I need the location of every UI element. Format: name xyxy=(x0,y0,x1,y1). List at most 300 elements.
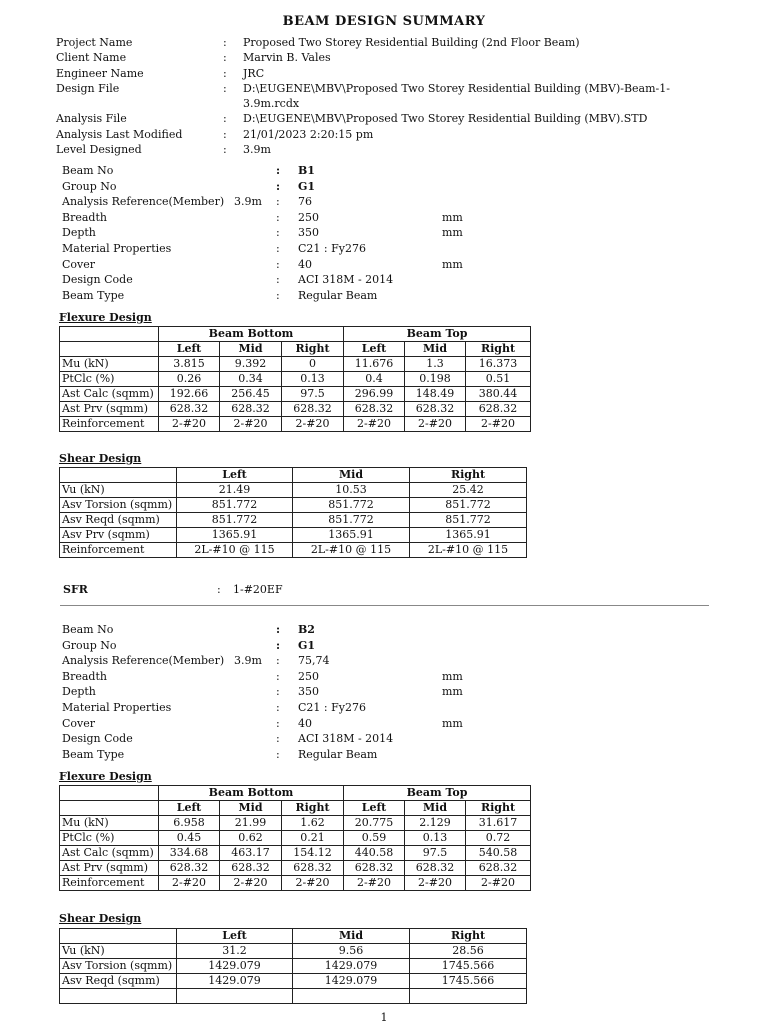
table-cell: 2-#20 xyxy=(405,876,466,891)
column-header: Left xyxy=(344,342,405,357)
header-label: Analysis Last Modified xyxy=(56,127,183,141)
beam-property-row xyxy=(62,716,463,732)
header-row xyxy=(56,50,716,65)
header-colon: : xyxy=(223,112,227,126)
table-cell: 851.772 xyxy=(177,498,293,513)
property-colon: : xyxy=(276,669,280,683)
beam-1-properties xyxy=(62,163,463,303)
property-label: Material Properties xyxy=(62,700,172,714)
row-label: Asv Torsion (sqmm) xyxy=(60,498,177,513)
table-cell: 628.32 xyxy=(405,402,466,417)
table-cell: 1365.91 xyxy=(177,528,293,543)
property-unit: mm xyxy=(442,685,463,699)
property-unit: mm xyxy=(442,257,463,271)
corner-cell xyxy=(60,342,159,357)
property-label: Material Properties xyxy=(62,241,172,255)
row-label: Reinforcement xyxy=(60,543,177,558)
beam-1-flexure-title: Flexure Design xyxy=(59,311,152,324)
column-header: Right xyxy=(466,801,531,816)
property-colon: : xyxy=(276,195,280,209)
property-label: Beam Type xyxy=(62,747,125,761)
flexure-column-header xyxy=(60,801,531,816)
table-cell: 0.4 xyxy=(344,372,405,387)
table-cell: 0.51 xyxy=(466,372,531,387)
property-colon: : xyxy=(276,226,280,240)
row-label: Ast Prv (sqmm) xyxy=(60,861,159,876)
header-label: Client Name xyxy=(56,51,127,65)
property-level xyxy=(234,288,276,304)
property-level xyxy=(234,684,276,700)
row-label: Mu (kN) xyxy=(60,816,159,831)
table-cell: 97.5 xyxy=(405,846,466,861)
table-cell: 0.72 xyxy=(466,831,531,846)
property-value: B2 xyxy=(298,623,315,636)
property-colon: : xyxy=(276,210,280,224)
table-cell: 0.21 xyxy=(282,831,344,846)
property-label: Group No xyxy=(62,638,117,652)
page-number: 1 xyxy=(380,1011,388,1024)
table-cell: 628.32 xyxy=(159,402,220,417)
flexure-group-header xyxy=(60,327,531,342)
property-colon: : xyxy=(276,164,281,177)
table-cell: 0.198 xyxy=(405,372,466,387)
header-row xyxy=(56,81,716,112)
property-colon: : xyxy=(276,638,281,652)
table-cell: 851.772 xyxy=(177,513,293,528)
table-cell: 25.42 xyxy=(410,483,527,498)
header-row xyxy=(56,127,716,142)
table-cell: 540.58 xyxy=(466,846,531,861)
row-label: Reinforcement xyxy=(60,417,159,432)
column-header: Mid xyxy=(405,342,466,357)
column-header: Mid xyxy=(220,801,282,816)
table-cell xyxy=(293,989,410,1004)
sfr-row xyxy=(63,583,283,596)
table-cell xyxy=(177,989,293,1004)
property-level: 3.9m xyxy=(234,654,262,668)
group-header: Beam Bottom xyxy=(159,327,344,342)
table-cell: 31.617 xyxy=(466,816,531,831)
beam-property-row xyxy=(62,653,463,669)
row-label: PtClc (%) xyxy=(60,372,159,387)
corner-cell xyxy=(60,801,159,816)
header-colon: : xyxy=(223,36,227,49)
table-row xyxy=(60,387,531,402)
property-level xyxy=(234,210,276,226)
table-cell: 1.3 xyxy=(405,357,466,372)
table-row xyxy=(60,372,531,387)
column-header: Right xyxy=(410,468,527,483)
header-label: Level Designed xyxy=(56,143,142,157)
table-cell: 1429.079 xyxy=(293,959,410,974)
property-value: ACI 318M - 2014 xyxy=(298,732,394,746)
table-cell: 1429.079 xyxy=(293,974,410,989)
property-value: 40 xyxy=(298,716,312,730)
corner-cell xyxy=(60,786,159,801)
table-cell: 2-#20 xyxy=(282,876,344,891)
property-level: 3.9m xyxy=(234,195,262,209)
beam-property-row xyxy=(62,288,463,304)
table-cell: 9.56 xyxy=(293,944,410,959)
beam-1-shear-table xyxy=(59,467,527,558)
row-label: Ast Prv (sqmm) xyxy=(60,402,159,417)
table-cell: 1365.91 xyxy=(293,528,410,543)
row-label: PtClc (%) xyxy=(60,831,159,846)
column-header: Left xyxy=(159,801,220,816)
column-header: Right xyxy=(466,342,531,357)
header-colon: : xyxy=(223,81,227,95)
row-label: Mu (kN) xyxy=(60,357,159,372)
property-label: Analysis Reference(Member) xyxy=(62,195,225,209)
header-value: D:\EUGENE\MBV\Proposed Two Storey Residential Building (MBV).STD xyxy=(243,112,648,126)
header-row xyxy=(56,66,716,81)
section-divider xyxy=(60,605,709,606)
table-cell: 628.32 xyxy=(220,861,282,876)
property-value: 350 xyxy=(298,685,319,699)
property-colon: : xyxy=(276,716,280,730)
property-colon: : xyxy=(276,288,280,302)
table-cell: 1429.079 xyxy=(177,959,293,974)
header-value: Marvin B. Vales xyxy=(243,51,331,65)
property-label: Cover xyxy=(62,716,96,730)
table-cell: 851.772 xyxy=(293,498,410,513)
table-cell: 11.676 xyxy=(344,357,405,372)
table-cell: 1745.566 xyxy=(410,959,527,974)
row-label: Vu (kN) xyxy=(60,483,177,498)
table-cell: 2-#20 xyxy=(282,417,344,432)
column-header: Mid xyxy=(293,468,410,483)
property-label: Breadth xyxy=(62,210,107,224)
header-value: D:\EUGENE\MBV\Proposed Two Storey Residential Building (MBV)-Beam-1-3.9m.rcdx xyxy=(243,81,670,111)
table-cell: 0.59 xyxy=(344,831,405,846)
group-header: Beam Top xyxy=(344,786,531,801)
beam-property-row xyxy=(62,210,463,226)
beam-property-row xyxy=(62,163,463,179)
header-value: JRC xyxy=(243,66,265,80)
group-header: Beam Bottom xyxy=(159,786,344,801)
table-row xyxy=(60,528,527,543)
beam-2-properties xyxy=(62,622,463,762)
property-value: Regular Beam xyxy=(298,747,378,761)
table-row xyxy=(60,831,531,846)
table-row xyxy=(60,816,531,831)
table-row xyxy=(60,402,531,417)
header-value: Proposed Two Storey Residential Building (2nd Floor Beam) xyxy=(243,36,580,49)
column-header: Right xyxy=(282,801,344,816)
property-level xyxy=(234,257,276,273)
column-header: Left xyxy=(177,929,293,944)
flexure-group-header xyxy=(60,786,531,801)
property-colon: : xyxy=(276,685,280,699)
property-label: Design Code xyxy=(62,732,133,746)
row-label: Asv Reqd (sqmm) xyxy=(60,513,177,528)
property-label: Depth xyxy=(62,685,96,699)
property-level xyxy=(234,225,276,241)
table-cell: 2-#20 xyxy=(466,417,531,432)
property-value: B1 xyxy=(298,164,315,177)
beam-2-shear-table xyxy=(59,928,527,1004)
column-header: Left xyxy=(159,342,220,357)
flexure-column-header xyxy=(60,342,531,357)
property-label: Depth xyxy=(62,226,96,240)
property-colon: : xyxy=(276,700,280,714)
property-value: 76 xyxy=(298,195,312,209)
table-cell: 380.44 xyxy=(466,387,531,402)
property-value: C21 : Fy276 xyxy=(298,241,366,255)
header-colon: : xyxy=(223,66,227,80)
property-value: G1 xyxy=(298,638,316,652)
table-cell: 628.32 xyxy=(220,402,282,417)
property-value: C21 : Fy276 xyxy=(298,700,366,714)
header-row xyxy=(56,35,716,50)
property-level xyxy=(234,163,276,179)
property-level xyxy=(234,700,276,716)
table-cell: 628.32 xyxy=(282,861,344,876)
table-cell: 2-#20 xyxy=(344,876,405,891)
property-level xyxy=(234,747,276,763)
table-cell: 2-#20 xyxy=(159,417,220,432)
table-cell: 2-#20 xyxy=(466,876,531,891)
header-value: 21/01/2023 2:20:15 pm xyxy=(243,127,374,141)
table-cell: 628.32 xyxy=(466,861,531,876)
table-cell: 2L-#10 @ 115 xyxy=(410,543,527,558)
row-label: Ast Calc (sqmm) xyxy=(60,846,159,861)
shear-column-header xyxy=(60,929,527,944)
row-label xyxy=(60,989,177,1004)
table-cell: 2-#20 xyxy=(344,417,405,432)
project-header xyxy=(56,35,716,157)
beam-property-row xyxy=(62,194,463,210)
property-level xyxy=(234,241,276,257)
table-cell: 9.392 xyxy=(220,357,282,372)
property-label: Design Code xyxy=(62,273,133,287)
table-row xyxy=(60,959,527,974)
table-cell: 1745.566 xyxy=(410,974,527,989)
table-cell: 628.32 xyxy=(344,402,405,417)
table-cell: 1365.91 xyxy=(410,528,527,543)
property-label: Beam No xyxy=(62,164,114,177)
table-cell: 851.772 xyxy=(410,498,527,513)
property-label: Group No xyxy=(62,179,117,193)
beam-property-row xyxy=(62,272,463,288)
table-row xyxy=(60,483,527,498)
beam-property-row xyxy=(62,225,463,241)
table-cell: 1429.079 xyxy=(177,974,293,989)
property-value: Regular Beam xyxy=(298,288,378,302)
property-level xyxy=(234,731,276,747)
property-colon: : xyxy=(276,623,281,636)
property-value: 350 xyxy=(298,226,319,240)
row-label: Reinforcement xyxy=(60,876,159,891)
property-colon: : xyxy=(276,654,280,668)
beam-property-row xyxy=(62,638,463,654)
table-cell: 2-#20 xyxy=(220,876,282,891)
table-cell: 851.772 xyxy=(410,513,527,528)
property-label: Beam Type xyxy=(62,288,125,302)
beam-2-flexure-table xyxy=(59,785,531,891)
beam-property-row xyxy=(62,622,463,638)
beam-1-flexure-table xyxy=(59,326,531,432)
table-cell: 97.5 xyxy=(282,387,344,402)
shear-column-header xyxy=(60,468,527,483)
table-row xyxy=(60,846,531,861)
document-title: BEAM DESIGN SUMMARY xyxy=(282,14,486,29)
property-level xyxy=(234,179,276,195)
property-value: 250 xyxy=(298,210,319,224)
table-cell: 2.129 xyxy=(405,816,466,831)
beam-property-row xyxy=(62,747,463,763)
column-header: Mid xyxy=(405,801,466,816)
beam-property-row xyxy=(62,731,463,747)
table-cell: 0.13 xyxy=(405,831,466,846)
table-cell: 628.32 xyxy=(282,402,344,417)
beam-property-row xyxy=(62,241,463,257)
table-cell: 154.12 xyxy=(282,846,344,861)
table-cell: 628.32 xyxy=(159,861,220,876)
beam-1-shear-title: Shear Design xyxy=(59,452,142,465)
table-cell: 192.66 xyxy=(159,387,220,402)
table-cell: 0.26 xyxy=(159,372,220,387)
column-header: Left xyxy=(177,468,293,483)
table-cell: 3.815 xyxy=(159,357,220,372)
table-cell: 21.99 xyxy=(220,816,282,831)
header-colon: : xyxy=(223,127,227,141)
table-row xyxy=(60,989,527,1004)
beam-property-row xyxy=(62,257,463,273)
table-cell: 148.49 xyxy=(405,387,466,402)
property-unit: mm xyxy=(442,210,463,224)
row-label: Asv Torsion (sqmm) xyxy=(60,959,177,974)
row-label: Asv Reqd (sqmm) xyxy=(60,974,177,989)
corner-cell xyxy=(60,468,177,483)
property-label: Breadth xyxy=(62,669,107,683)
table-cell: 31.2 xyxy=(177,944,293,959)
header-label: Analysis File xyxy=(56,112,127,126)
property-unit: mm xyxy=(442,669,463,683)
column-header: Right xyxy=(410,929,527,944)
table-cell: 2-#20 xyxy=(405,417,466,432)
table-cell: 0.34 xyxy=(220,372,282,387)
row-label: Ast Calc (sqmm) xyxy=(60,387,159,402)
beam-property-row xyxy=(62,669,463,685)
table-cell: 628.32 xyxy=(466,402,531,417)
corner-cell xyxy=(60,929,177,944)
header-colon: : xyxy=(223,51,227,65)
property-value: 75,74 xyxy=(298,654,330,668)
table-cell: 0 xyxy=(282,357,344,372)
property-label: Beam No xyxy=(62,623,114,636)
column-header: Left xyxy=(344,801,405,816)
table-row xyxy=(60,417,531,432)
table-cell: 628.32 xyxy=(344,861,405,876)
table-cell: 463.17 xyxy=(220,846,282,861)
table-cell: 2-#20 xyxy=(220,417,282,432)
beam-property-row xyxy=(62,700,463,716)
property-level xyxy=(234,622,276,638)
table-cell: 334.68 xyxy=(159,846,220,861)
property-colon: : xyxy=(276,747,280,761)
property-colon: : xyxy=(276,241,280,255)
property-value: 250 xyxy=(298,669,319,683)
property-value: ACI 318M - 2014 xyxy=(298,273,394,287)
property-label: Analysis Reference(Member) xyxy=(62,654,225,668)
table-row xyxy=(60,357,531,372)
table-row xyxy=(60,944,527,959)
table-cell: 21.49 xyxy=(177,483,293,498)
table-cell: 628.32 xyxy=(405,861,466,876)
property-level xyxy=(234,638,276,654)
beam-2-shear-title: Shear Design xyxy=(59,912,142,925)
table-cell: 2-#20 xyxy=(159,876,220,891)
header-colon: : xyxy=(223,143,227,157)
table-cell: 0.45 xyxy=(159,831,220,846)
property-label: Cover xyxy=(62,257,96,271)
table-cell: 1.62 xyxy=(282,816,344,831)
beam-property-row xyxy=(62,179,463,195)
header-value: 3.9m xyxy=(243,143,271,157)
table-cell: 20.775 xyxy=(344,816,405,831)
table-cell: 10.53 xyxy=(293,483,410,498)
header-label: Design File xyxy=(56,81,120,95)
header-label: Project Name xyxy=(56,36,133,49)
table-cell: 6.958 xyxy=(159,816,220,831)
table-cell xyxy=(410,989,527,1004)
table-row xyxy=(60,498,527,513)
beam-property-row xyxy=(62,684,463,700)
table-row xyxy=(60,861,531,876)
property-colon: : xyxy=(276,257,280,271)
property-value: 40 xyxy=(298,257,312,271)
row-label: Asv Prv (sqmm) xyxy=(60,528,177,543)
table-cell: 296.99 xyxy=(344,387,405,402)
sfr-value: 1-#20EF xyxy=(233,583,283,596)
sfr-label: SFR xyxy=(63,583,88,596)
table-row xyxy=(60,974,527,989)
property-level xyxy=(234,669,276,685)
table-cell: 16.373 xyxy=(466,357,531,372)
table-cell: 440.58 xyxy=(344,846,405,861)
group-header: Beam Top xyxy=(344,327,531,342)
column-header: Right xyxy=(282,342,344,357)
property-unit: mm xyxy=(442,716,463,730)
beam-2-flexure-title: Flexure Design xyxy=(59,770,152,783)
header-row xyxy=(56,142,716,157)
table-cell: 28.56 xyxy=(410,944,527,959)
property-colon: : xyxy=(276,732,280,746)
sfr-colon: : xyxy=(217,583,221,596)
table-cell: 256.45 xyxy=(220,387,282,402)
table-cell: 2L-#10 @ 115 xyxy=(293,543,410,558)
property-level xyxy=(234,716,276,732)
corner-cell xyxy=(60,327,159,342)
header-row xyxy=(56,111,716,126)
table-row xyxy=(60,513,527,528)
table-row xyxy=(60,543,527,558)
column-header: Mid xyxy=(220,342,282,357)
property-unit: mm xyxy=(442,226,463,240)
table-row xyxy=(60,876,531,891)
table-cell: 0.62 xyxy=(220,831,282,846)
property-colon: : xyxy=(276,179,281,193)
table-cell: 2L-#10 @ 115 xyxy=(177,543,293,558)
property-level xyxy=(234,272,276,288)
table-cell: 851.772 xyxy=(293,513,410,528)
property-value: G1 xyxy=(298,179,316,193)
header-label: Engineer Name xyxy=(56,66,144,80)
property-colon: : xyxy=(276,273,280,287)
row-label: Vu (kN) xyxy=(60,944,177,959)
column-header: Mid xyxy=(293,929,410,944)
